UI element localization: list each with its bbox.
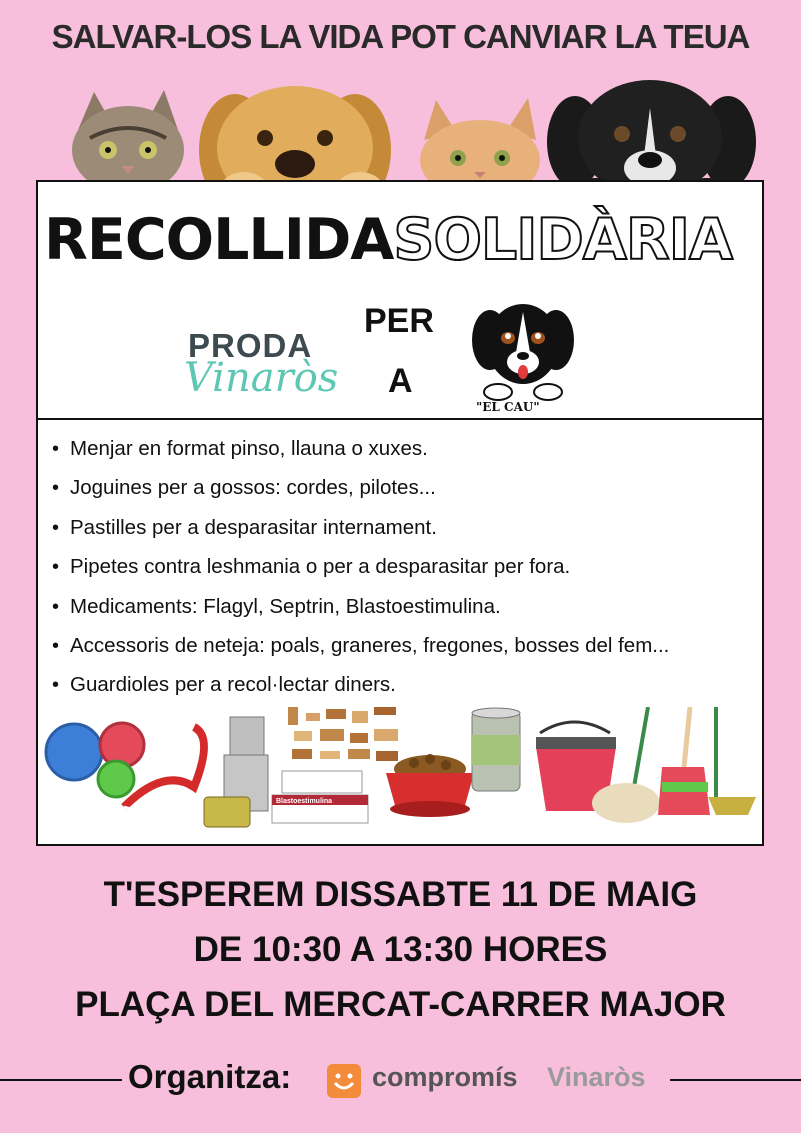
event-date: T'ESPEREM DISSABTE 11 DE MAIG	[103, 875, 698, 914]
list-item: • Accessoris de neteja: poals, graneres, fregones, bosses del fem...	[50, 631, 669, 670]
list-item: • Pipetes contra leshmania o per a desparasitar per fora.	[50, 552, 669, 591]
dog-toys-icon	[46, 723, 204, 811]
footer-line-left	[0, 1079, 122, 1081]
bullet-icon: •	[52, 556, 60, 579]
list-item: • Joguines per a gossos: cordes, pilotes...	[50, 473, 669, 512]
list-item: • Menjar en format pinso, llauna o xuxes.	[50, 434, 669, 473]
blasto-box-label: Blastoestimulina	[276, 798, 333, 805]
bernese-dog-logo	[468, 294, 578, 404]
bullet-icon: •	[52, 674, 60, 697]
bullet-icon: •	[52, 477, 60, 500]
mop-broom-icon	[592, 707, 756, 823]
bullet-icon: •	[52, 438, 60, 460]
title-part2: SOLIDÀRIA	[393, 207, 733, 273]
bullet-icon: •	[52, 634, 60, 657]
proda-city: Vinaròs	[184, 355, 339, 401]
collection-card	[36, 180, 764, 846]
food-cans-icon	[204, 717, 268, 827]
footer	[0, 1058, 801, 1102]
title-part1: RECOLLIDA	[44, 207, 394, 273]
proda-word: PRODA	[188, 327, 313, 364]
donation-items-list	[50, 434, 669, 710]
event-time: DE 10:30 A 13:30 HORES	[193, 930, 608, 969]
proda-vinaros-logo	[184, 327, 339, 401]
card-header	[38, 182, 762, 420]
list-item: • Medicaments: Flagyl, Septrin, Blastoestimulina.	[50, 592, 669, 631]
organizer-city: Vinaròs	[547, 1062, 646, 1092]
money-box-icon	[472, 708, 520, 791]
event-title	[44, 207, 760, 273]
organizer-name: compromís	[372, 1062, 518, 1092]
dog-treats-icon	[288, 707, 398, 761]
bullet-icon: •	[52, 595, 60, 618]
food-bowl-icon	[386, 754, 474, 817]
organitza-label: Organitza:	[128, 1058, 292, 1095]
products-illustration	[44, 707, 756, 839]
footer-line-right	[670, 1079, 801, 1081]
medicine-boxes-icon	[272, 771, 368, 823]
bullet-icon: •	[52, 516, 60, 539]
per-label: PER	[364, 302, 434, 340]
smile-logo-icon	[327, 1064, 361, 1098]
event-location: PLAÇA DEL MERCAT-CARRER MAJOR	[75, 985, 726, 1024]
top-slogan: SALVAR-LOS LA VIDA POT CANVIAR LA TEUA	[51, 18, 750, 55]
el-cau-label: "EL CAU"	[476, 400, 540, 414]
a-label: A	[388, 362, 413, 400]
divider-line	[38, 418, 762, 420]
list-item: • Pastilles per a desparasitar internament.	[50, 513, 669, 552]
list-item: • Guardioles per a recol·lectar diners.	[50, 670, 669, 709]
